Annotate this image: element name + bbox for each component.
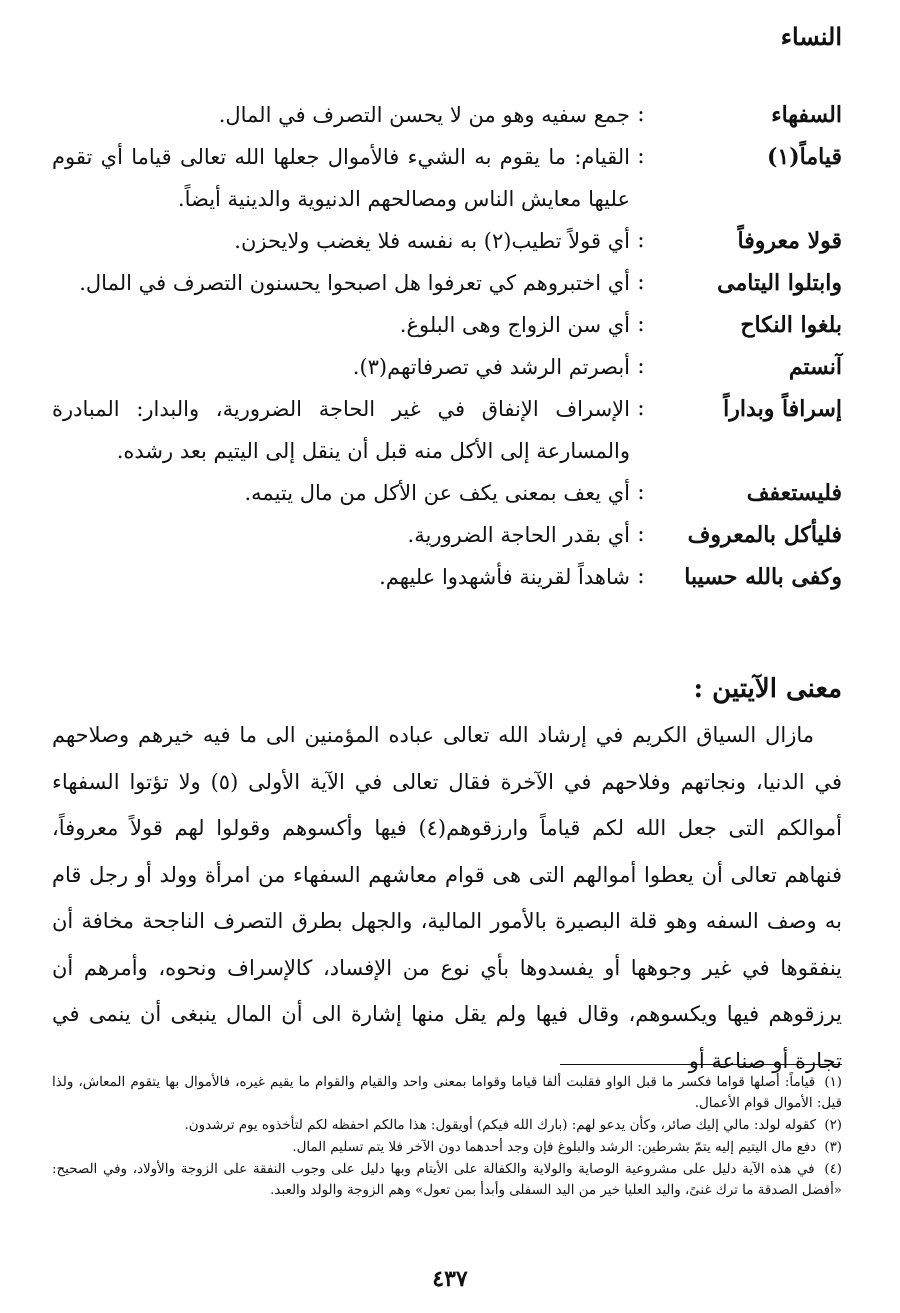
- glossary-separator: :: [637, 480, 645, 505]
- glossary-separator: :: [637, 144, 645, 169]
- glossary-entry: [52, 346, 842, 388]
- page-number: ٤٣٧: [432, 1266, 468, 1292]
- body-text: [52, 712, 842, 1084]
- glossary-entry: [52, 94, 842, 136]
- footnotes: [52, 1072, 842, 1202]
- glossary-entry: [52, 556, 842, 598]
- glossary-definition: أي اختبروهم كي تعرفوا هل اصبحوا يحسنون التصرف في المال.: [79, 271, 630, 295]
- glossary-list: [52, 94, 842, 598]
- footnote-text: في هذه الآية دليل على مشروعية الوصاية والولاية والكفالة على الأيتام وبها دليل على وجوب النفقة على الزوجة والأولاد، وفي الصحيح: «أفضل الصدقة ما ترك غنىً، واليد العليا خير من اليد السفلى وأبدأ بمن تعول» وهم الزوجة والولد والعبد.: [52, 1162, 842, 1198]
- footnote-divider: [560, 1064, 842, 1065]
- glossary-entry: [52, 220, 842, 262]
- glossary-separator: :: [637, 396, 645, 421]
- glossary-entry: [52, 136, 842, 220]
- glossary-entry: [52, 304, 842, 346]
- footnote-number: (٤): [824, 1162, 842, 1177]
- glossary-definition: أبصرتم الرشد في تصرفاتهم(٣).: [352, 355, 630, 379]
- glossary-definition: القيام: ما يقوم به الشيء فالأموال جعلها الله تعالى قياما أي تقوم عليها معايش الناس ومصالحهم الدنيوية والدينية أيضاً.: [52, 145, 630, 211]
- glossary-separator: :: [637, 228, 645, 253]
- glossary-separator: :: [637, 564, 645, 589]
- glossary-separator: :: [637, 102, 645, 127]
- section-heading: معنى الآيتين :: [693, 674, 842, 704]
- glossary-term: فليستعفف: [746, 480, 842, 506]
- footnote-number: (١): [824, 1075, 842, 1090]
- glossary-definition: أي يعف بمعنى يكف عن الأكل من مال يتيمه.: [244, 481, 630, 505]
- footnote-text: دفع مال اليتيم إليه يتمّ بشرطين: الرشد والبلوغ فإن وجد أحدهما دون الآخر فلا يتم تسليم المال.: [292, 1140, 817, 1155]
- body-paragraph: مازال السياق الكريم في إرشاد الله تعالى عباده المؤمنين الى ما فيه خيرهم وصلاحهم في الدنيا، ونجاتهم وفلاحهم في الآخرة فقال تعالى في الآية الأولى (٥) ولا تؤتوا السفهاء أموالكم التى جعل الله لكم قياماً وارزقوهم(٤) فيها وأكسوهم وقولوا لهم قولاً معروفاً، فنهاهم تعالى أن يعطوا أموالهم التى هى قوام معاشهم السفهاء من امرأة وولد أو رجل قام به وصف السفه وهو قلة البصيرة بالأمور المالية، والجهل بطرق التصرف الناجحة مخافة أن ينفقوها في غير وجوهها أو يفسدوها بأي نوع من الإفساد، كالإسراف ونحوه، وأمرهم أن يرزقوهم فيها ويكسوهم، وقال فيها ولم يقل منها إشارة الى أن المال ينبغى أن ينمى في تجارة أو صناعة أو: [52, 723, 843, 1073]
- glossary-separator: :: [637, 354, 645, 379]
- glossary-term: وابتلوا اليتامى: [717, 270, 842, 296]
- running-header-title: النساء: [780, 22, 842, 51]
- glossary-term: بلغوا النكاح: [740, 312, 842, 338]
- glossary-term: قياماً(١): [766, 144, 842, 170]
- footnote-number: (٣): [824, 1140, 842, 1155]
- glossary-entry: [52, 388, 842, 472]
- glossary-entry: [52, 262, 842, 304]
- glossary-definition: أي سن الزواج وهى البلوغ.: [399, 313, 630, 337]
- glossary-definition: أي بقدر الحاجة الضرورية.: [407, 523, 630, 547]
- glossary-definition: أي قولاً تطيب(٢) به نفسه فلا يغضب ولايحزن.: [234, 229, 630, 253]
- footnote: [52, 1072, 842, 1114]
- footnote-text: قياماً: أصلها قواما فكسر ما قبل الواو فقلبت ألفا قياما وقواما بمعنى واحد والقيام والقوام ما يقيم غيره، فالأموال بها يتقوم المعاش، ولذا قيل: الأموال قوام الأعمال.: [52, 1075, 842, 1111]
- glossary-definition: الإسراف الإنفاق في غير الحاجة الضرورية، والبدار: المبادرة والمسارعة إلى الأكل منه قبل أن ينقل إلى اليتيم بعد رشده.: [52, 397, 630, 463]
- glossary-definition: جمع سفيه وهو من لا يحسن التصرف في المال.: [218, 103, 630, 127]
- glossary-term: قولا معروفاً: [737, 228, 842, 254]
- footnote-number: (٢): [824, 1118, 842, 1133]
- footnote: [52, 1115, 842, 1136]
- footnote: [52, 1137, 842, 1158]
- glossary-separator: :: [637, 522, 645, 547]
- glossary-entry: [52, 514, 842, 556]
- glossary-term: إسرافاً وبداراً: [723, 396, 842, 422]
- glossary-term: فليأكل بالمعروف: [687, 522, 842, 548]
- glossary-separator: :: [637, 312, 645, 337]
- glossary-term: السفهاء: [771, 102, 842, 128]
- glossary-entry: [52, 472, 842, 514]
- glossary-definition: شاهداً لقرينة فأشهدوا عليهم.: [379, 565, 630, 589]
- footnote-text: كقوله لولد: مالي إليك صائر، وكأن يدعو لهم: (بارك الله فيكم) أويقول: هذا مالكم احفظه لكم لتأخذوه يوم ترشدون.: [184, 1118, 817, 1133]
- glossary-separator: :: [637, 270, 645, 295]
- glossary-term: وكفى بالله حسيبا: [684, 564, 842, 590]
- footnote: [52, 1159, 842, 1201]
- glossary-term: آنستم: [788, 354, 842, 380]
